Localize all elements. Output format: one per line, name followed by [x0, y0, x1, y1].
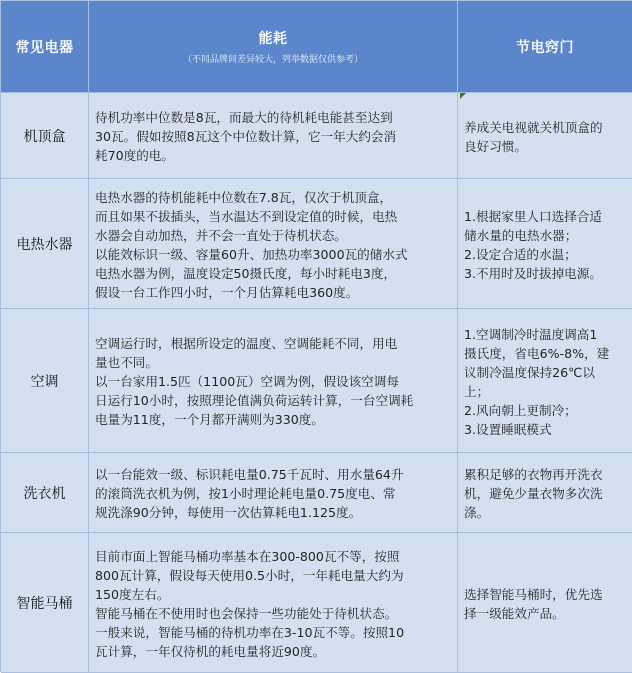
tips-text: 累积足够的衣物再开洗衣 机，避免少量衣物多次洗 涤。	[464, 467, 603, 520]
row-settopbox-consumption	[89, 93, 458, 179]
header-appliance	[1, 1, 89, 93]
tips-text: 养成关电视就关机顶盒的 良好习惯。	[464, 119, 603, 154]
row-waterheater-consumption	[89, 179, 458, 309]
row-washer-name	[1, 453, 89, 533]
row-aircon-name	[1, 309, 89, 453]
row-smarttoilet-tips	[458, 533, 632, 673]
header-consumption-note: （不同品牌间差异较大，列举数据仅供参考）	[182, 55, 363, 65]
header-tips	[458, 1, 632, 93]
appliance-name: 智能马桶	[16, 595, 73, 612]
cell-comment-marker	[460, 93, 466, 99]
row-aircon-tips	[458, 309, 632, 453]
row-waterheater-tips	[458, 179, 632, 309]
row-washer-tips	[458, 453, 632, 533]
header-consumption-label: 能耗	[258, 31, 288, 47]
header-appliance-label: 常见电器	[15, 39, 74, 56]
consumption-text: 以一台能效一级、标识耗电量0.75千瓦时、用水量64升 的滚筒洗衣机为例，按1小时理论耗电量0.75度电、常 规洗涤90分钟，每使用一次估算耗电1.125度。	[95, 467, 404, 520]
appliance-name: 洗衣机	[23, 485, 66, 502]
row-smarttoilet-name	[1, 533, 89, 673]
row-waterheater-name	[1, 179, 89, 309]
consumption-text: 空调运行时，根据所设定的温度、空调能耗不同，用电 量也不同。 以一台家用1.5匹（1100瓦）空调为例，假设该空调每 日运行10小时，按照理论值满负荷运转计算，一台空调耗 电量为11度，一个月都开满则为330度。	[95, 336, 414, 427]
consumption-text: 目前市面上智能马桶功率基本在300-800瓦不等，按照 800瓦计算，假设每天使用0.5小时，一年耗电量大约为 150度左右。 智能马桶在不使用时也会保持一些功能处于待机状态。 一般来说，智能马桶的待机功率在3-10瓦不等。按照10 瓦计算，一年仅待机的耗电量将近90度。	[95, 548, 405, 659]
tips-text: 1.根据家里人口选择合适 储水量的电热水器； 2.设定合适的水温； 3.不用时及时拔掉电源。	[464, 208, 602, 281]
row-aircon-consumption	[89, 309, 458, 453]
header-consumption	[89, 1, 458, 93]
consumption-text: 电热水器的待机能耗中位数在7.8瓦，仅次于机顶盒， 而且如果不拔插头，当水温达不到设定值的时候，电热 水器会自动加热，并不会一直处于待机状态。 以能效标识一级、容量60升、加热功率3000瓦的储水式 电热水器为例，温度设定50摄氏度，每小时耗电3度， 假设一台工作四小时，一个月估算耗电360度。	[95, 189, 408, 300]
appliance-name: 机顶盒	[23, 128, 66, 145]
consumption-text: 待机功率中位数是8瓦，而最大的待机耗电能甚至达到 30瓦。假如按照8瓦这个中位数计算，它一年大约会消 耗70度的电。	[95, 110, 397, 163]
header-tips-label: 节电窍门	[516, 39, 574, 56]
row-settopbox-name	[1, 93, 89, 179]
row-smarttoilet-consumption	[89, 533, 458, 673]
tips-text: 1.空调制冷时温度调高1 摄氏度，省电6%-8%，建 议制冷温度保持26℃以 上； 2.风向朝上更制冷； 3.设置睡眠模式	[464, 326, 610, 437]
appliance-name: 空调	[30, 373, 59, 390]
row-washer-consumption	[89, 453, 458, 533]
appliance-name: 电热水器	[16, 236, 73, 253]
row-settopbox-tips	[458, 93, 632, 179]
tips-text: 选择智能马桶时，优先选 择一级能效产品。	[464, 586, 603, 621]
